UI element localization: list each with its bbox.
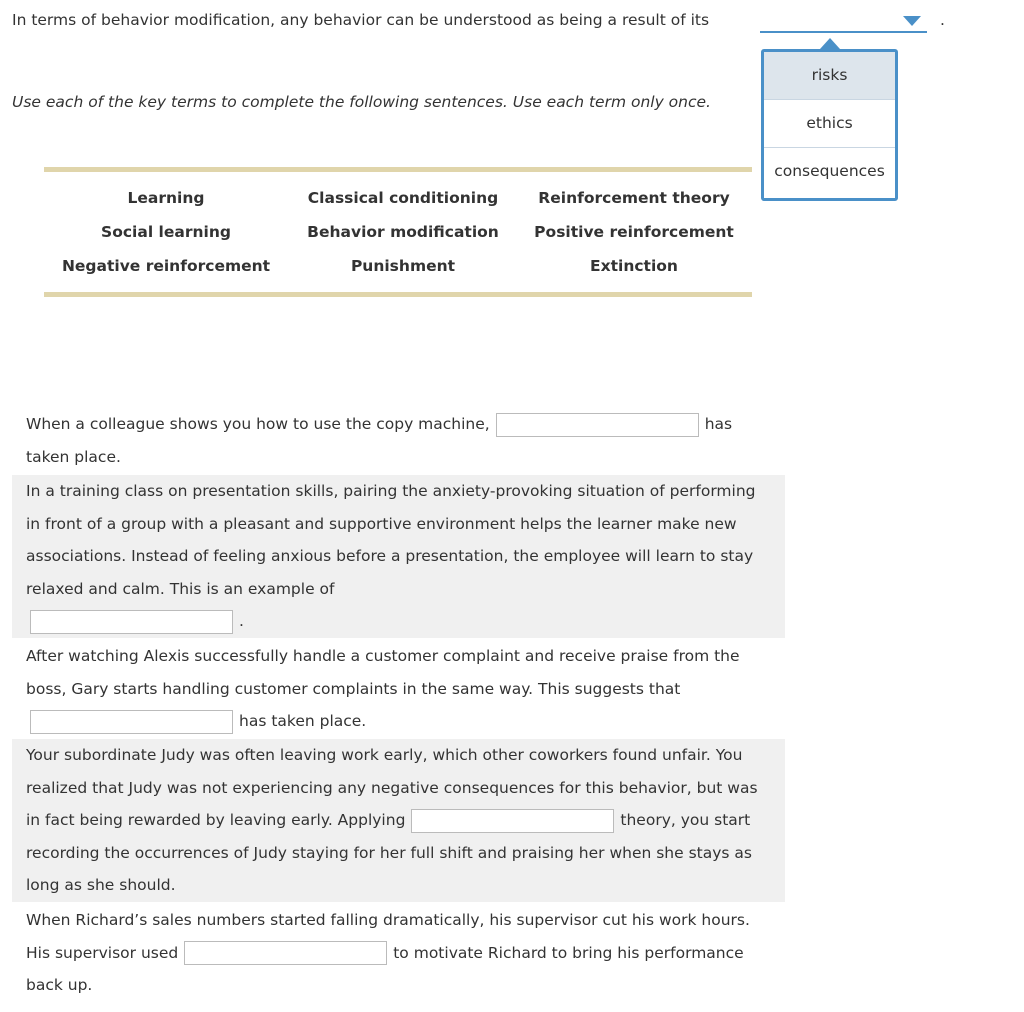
term-behavior-modification: Behavior modification: [307, 223, 499, 241]
sentence-3: [12, 640, 785, 738]
consequences-dropdown[interactable]: [760, 8, 927, 33]
sentence-5: [12, 904, 785, 1002]
sentence-2-before: In a training class on presentation skills, pairing the anxiety-provoking situation of performing in front of a group with a pleasant and supportive environment helps the learner make new associations. Instead of feeling anxious before a presentation, the employee will learn to stay relaxed and calm. This is an example of: [26, 482, 756, 598]
term-positive-reinforcement: Positive reinforcement: [534, 223, 734, 241]
sentence-5-blank[interactable]: [184, 941, 387, 965]
term-extinction: Extinction: [590, 257, 678, 275]
sentence-2-after: .: [239, 612, 244, 631]
term-learning: Learning: [127, 189, 205, 207]
term-social-learning: Social learning: [101, 223, 231, 241]
sentence-3-blank[interactable]: [30, 710, 233, 734]
sentence-5-after: to motivate Richard to bring his performance back up.: [26, 943, 744, 995]
instructions-text: Use each of the key terms to complete the following sentences. Use each term only once.: [12, 93, 711, 111]
sentence-3-after: has taken place.: [239, 712, 367, 731]
sentence-1-after: has taken place.: [26, 415, 733, 466]
chevron-down-icon[interactable]: [903, 16, 921, 26]
question-1-text: In terms of behavior modification, any behavior can be understood as being a result of its: [12, 11, 710, 29]
terms-top-rule: [44, 167, 752, 172]
dropdown-option-risks[interactable]: risks: [764, 52, 895, 100]
sentence-3-before: After watching Alexis successfully handle a customer complaint and receive praise from the boss, Gary starts handling customer complaints in the same way. This suggests that: [26, 647, 740, 698]
terms-bottom-rule: [44, 292, 752, 297]
question-1-period: .: [940, 11, 945, 29]
dropdown-option-ethics[interactable]: ethics: [764, 100, 895, 148]
dropdown-menu: [761, 49, 898, 201]
sentence-4-blank[interactable]: [411, 809, 614, 833]
term-negative-reinforcement: Negative reinforcement: [61, 257, 271, 275]
sentence-1: [12, 408, 785, 473]
sentence-2: [12, 475, 785, 638]
sentence-4: [12, 739, 785, 902]
dropdown-menu-caret: [820, 38, 840, 49]
sentence-4-after: theory, you start recording the occurrences of Judy staying for her full shift and praising her when she stays as long as she should.: [26, 811, 752, 895]
sentence-4-before: Your subordinate Judy was often leaving work early, which other coworkers found unfair. You realized that Judy was not experiencing any negative consequences for this behavior, but was in fact being rewarded by leaving early. Applying: [26, 746, 758, 830]
term-punishment: Punishment: [350, 257, 456, 275]
term-classical-conditioning: Classical conditioning: [307, 189, 499, 207]
term-reinforcement-theory: Reinforcement theory: [538, 189, 730, 207]
sentence-5-before: When Richard’s sales numbers started falling dramatically, his supervisor cut his work hours. His supervisor used: [26, 911, 750, 962]
sentence-2-blank[interactable]: [30, 610, 233, 634]
dropdown-option-consequences[interactable]: consequences: [774, 162, 885, 180]
sentence-1-blank[interactable]: [496, 413, 699, 437]
sentence-1-before: When a colleague shows you how to use the copy machine,: [26, 415, 490, 433]
